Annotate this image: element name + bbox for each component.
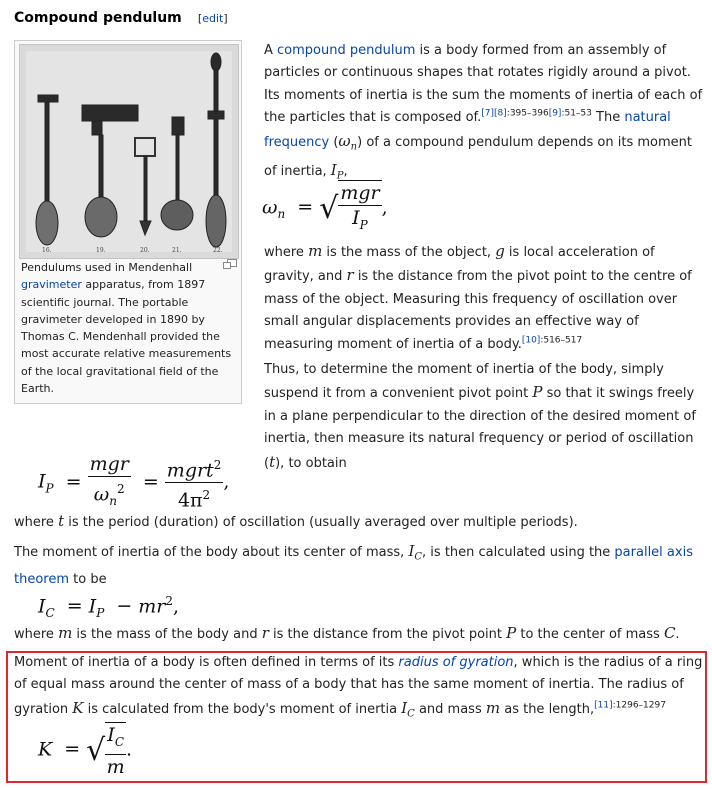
ref-8[interactable]: [8] bbox=[494, 108, 507, 119]
ref-7[interactable]: [7] bbox=[481, 108, 495, 119]
edit-section: [edit] bbox=[197, 12, 228, 25]
ref-group-1: [7][8]:395–396[9]:51–53 bbox=[481, 108, 592, 119]
plate-label-16: 16. bbox=[42, 247, 52, 254]
section-heading bbox=[14, 10, 704, 26]
figure-caption: Pendulums used in Mendenhall gravimeter apparatus, from 1897 scientific journal. The portable gravimeter developed in 1890 by Thomas C. Mendenhall provided the most accurate relative measurements of the local gravitational field of the Earth. bbox=[21, 261, 232, 396]
natural-frequency-link[interactable]: natural frequency bbox=[264, 110, 671, 150]
ref-11[interactable]: [11] bbox=[594, 700, 613, 711]
parallel-axis-paragraph: The moment of inertia of the body about its center of mass, $I_C$, is then calculated using the parallel axis theorem to be bbox=[14, 542, 693, 587]
plate-label-21: 21. bbox=[172, 247, 182, 254]
radius-of-gyration-paragraph: Moment of inertia of a body is often defined in terms of its radius of gyration, which is the radius of a ring of equal mass around the center of mass of a body that has the same moment of inertia. The radius of gyration K is calculated from the body's moment of inertia $I_C$ and mass m as the length,$^{[11]:1296-1297}$ bbox=[14, 655, 703, 720]
period-paragraph: where t is the period (duration) of oscillation (usually averaged over multiple periods). bbox=[14, 512, 578, 530]
plate-label-20: 20. bbox=[140, 247, 150, 254]
formula-radius-of-gyration: K = √ $\frac{I_C}{m}$ . bbox=[38, 724, 133, 778]
intro-paragraph: A compound pendulum is a body formed from an assembly of particles or continuous shapes that rotates rigidly around a pivot. Its moments of inertia is the sum the moments of inertia of each of the particles that is composed of.$^{[7][8]:395-396[9]:51-53}$ The natural frequency $(\omega_n)$ of a compound pendulum depends on its moment of inertia, $I_P$, bbox=[264, 43, 703, 182]
pendulums-illustration bbox=[20, 45, 238, 258]
pendulums-photo[interactable] bbox=[19, 44, 239, 259]
ref-10[interactable]: [10] bbox=[521, 335, 541, 346]
center-of-mass-paragraph: where m is the mass of the body and r is the distance from the pivot point P to the center of mass C. bbox=[14, 624, 680, 642]
radius-of-gyration-link[interactable]: radius of gyration bbox=[398, 655, 514, 670]
section-title: Compound pendulum bbox=[14, 10, 182, 26]
plate-label-19: 19. bbox=[96, 247, 106, 254]
parallel-axis-link[interactable]: parallel axis theorem bbox=[14, 545, 693, 587]
ref-9[interactable]: [9] bbox=[548, 108, 562, 119]
compound-pendulum-link[interactable]: compound pendulum bbox=[277, 43, 416, 58]
figure-thumbnail bbox=[14, 40, 242, 404]
formula-natural-frequency: $\omega_n$ = √ $\frac{\text{mgr}}{I_P}$ , bbox=[262, 180, 388, 237]
formula-inertia-pivot: $I_P$ = $\frac{\text{mgr}}{\omega_n^2}$ = $\frac{mgrt^2}{4\pi^2}$ , bbox=[38, 453, 230, 512]
edit-link[interactable]: edit bbox=[202, 12, 224, 25]
gravity-paragraph: where m is the mass of the object, g is local acceleration of gravity, and r is the distance from the pivot point to the centre of mass of the object. Measuring this frequency of oscillation over small angular displacements provides an effective way of measuring moment of inertia of a body.$^{[10]:516-517}$ bbox=[264, 242, 692, 352]
plate-label-22: 22. bbox=[213, 247, 223, 254]
method-paragraph-top: Thus, to determine the moment of inertia of the body, simply suspend it from a convenient pivot point P so that it swings freely in a plane perpendicular to the direction of the desired moment of inertia, then measure its natural frequency or period of oscillation (t), to obtain bbox=[264, 362, 696, 471]
formula-parallel-axis: $I_C = I_P - mr^2$, bbox=[38, 594, 180, 621]
gravimeter-link[interactable]: gravimeter bbox=[21, 278, 82, 292]
